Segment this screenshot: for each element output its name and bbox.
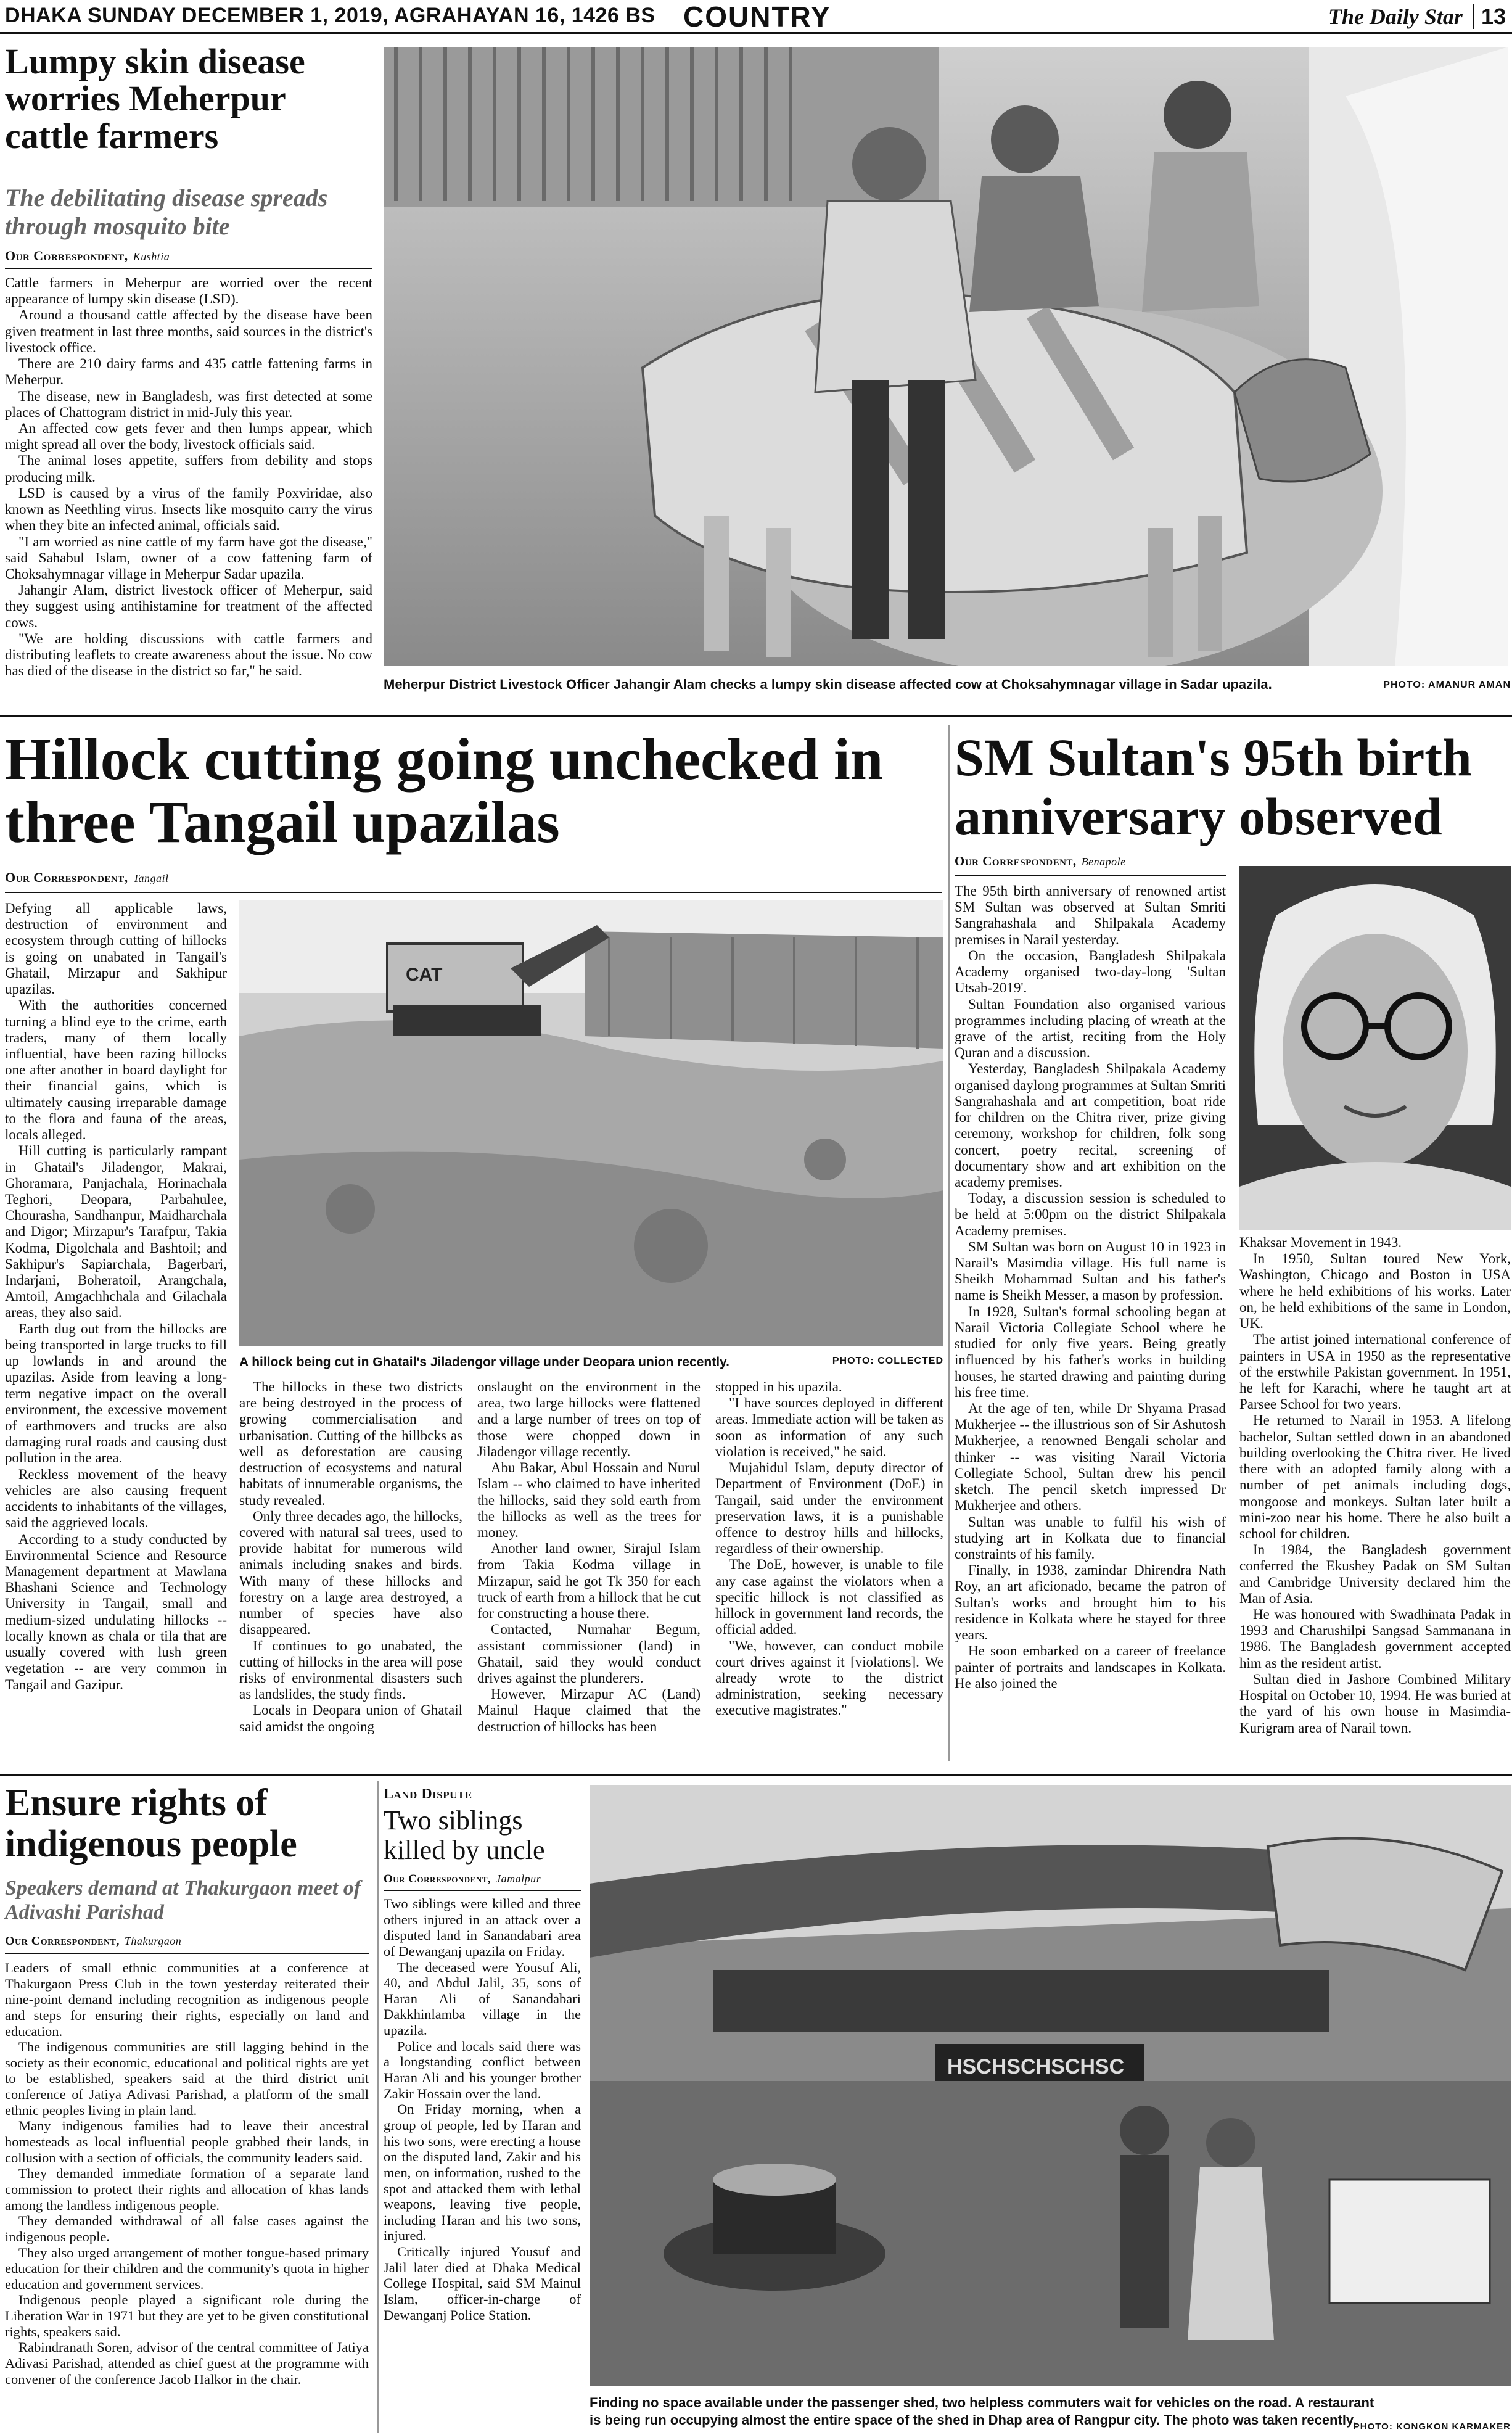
paragraph: Jahangir Alam, district livestock officer of Meherpur, said they suggest using antihistamine for treatment of the affected cows.: [5, 582, 372, 630]
paragraph: Police and locals said there was a longstanding conflict between Haran Ali and his younger brother Zakir Hossain over the land.: [384, 2038, 581, 2101]
paragraph: The DoE, however, is unable to file any case against the violators when a specific hillock is not classified as hillock in government land records, the official added.: [715, 1557, 943, 1638]
paragraph: Hill cutting is particularly rampant in Ghatail's Jiladengor, Makrai, Ghoramara, Panjachala, Horinachala Teghori, Deopara, Parbahulee, Chourasha, Sandhanpur, Maidharchala and Digor; Mirzapur's Tarafpur, Takia Kodma, Digolchala and Bashtoil; and Sakhipur's Sapiarchala, Bagerbari, Indarjani, Boheratoil, Arangchala, Amtoil, Amgachhchala and Gilachala areas, they also said.: [5, 1143, 227, 1321]
paragraph: Critically injured Yousuf and Jalil later died at Dhaka Medical College Hospital, said SM Mainul Islam, officer-in-charge of Dewanganj Police Station.: [384, 2244, 581, 2323]
story1-photo-credit: PHOTO: AMANUR AMAN: [1383, 680, 1511, 690]
paragraph: He soon embarked on a career of freelance painter of portraits and landscapes in Kolkata. He also joined the: [955, 1643, 1226, 1691]
paragraph: The indigenous communities are still lagging behind in the society as their economic, educational and political rights are yet to be established, speakers said at the third district unit conference of Jatiya Adivasi Parishad, a platform of the small ethnic peoples living in plain land.: [5, 2039, 369, 2118]
paragraph: The deceased were Yousuf Ali, 40, and Abdul Jalil, 35, sons of Haran Ali of Sanandabari Dakkhinlamba village in the upazila.: [384, 1959, 581, 2038]
divider: [5, 1953, 369, 1954]
paragraph: "We are holding discussions with cattle farmers and distributing leaflets to create awareness about the issue. No cow has died of the disease in the district so far," he said.: [5, 630, 372, 679]
story3-col2: [1239, 1235, 1511, 1736]
section-title: COUNTRY: [683, 1, 831, 33]
paragraph: The disease, new in Bangladesh, was first detected at some places of Chattogram district in mid-July this year.: [5, 388, 372, 420]
paragraph: Many indigenous families had to leave their ancestral homesteads as local influential people grabbed their lands, in collusion with a section of officials, the community leaders said.: [5, 2118, 369, 2165]
byline-location: Thakurgaon: [124, 1935, 182, 1947]
shop-sign: HSCHSCHSCHSC: [947, 2055, 1125, 2079]
byline-location: Kushtia: [133, 250, 170, 263]
story3-col1: [955, 883, 1226, 1692]
byline-location: Jamalpur: [496, 1873, 541, 1885]
story1-headline: Lumpy skin disease worries Meherpur cattle farmers: [5, 41, 305, 156]
paragraph: Sultan Foundation also organised various programmes including placing of wreath at the grave of the artist, reciting from the Holy Quran and a discussion.: [955, 996, 1226, 1061]
story4-subhead: Speakers demand at Thakurgaon meet of Adivashi Parishad: [5, 1877, 361, 1924]
paragraph: In 1950, Sultan toured New York, Washington, Chicago and Boston in USA where he held exhibitions of his works. Later on, he held exhibitions of the same in London, UK.: [1239, 1251, 1511, 1332]
paragraph: LSD is caused by a virus of the family Poxviridae, also known as Neethling virus. Insects like mosquito carry the virus when they bite an infected animal, officials said.: [5, 485, 372, 534]
paragraph: On the occasion, Bangladesh Shilpakala Academy organised two-day-long 'Sultan Utsab-2019'.: [955, 947, 1226, 996]
paragraph: In 1984, the Bangladesh government conferred the Ekushey Padak on SM Sultan and Cambridge University declared him the Man of Asia.: [1239, 1542, 1511, 1606]
paragraph: With the authorities concerned turning a blind eye to the crime, earth traders, many of them locally influential, have been razing hillocks one after another in board daylight for their financial gains, which is ultimately causing irreparable damage to the flora and fauna of the areas, locals alleged.: [5, 997, 227, 1143]
story2-headline: Hillock cutting going unchecked in three Tangail upazilas: [5, 726, 884, 855]
paragraph: stopped in his upazila.: [715, 1379, 842, 1395]
column-divider: [377, 1781, 379, 2433]
paragraph: Around a thousand cattle affected by the disease have been given treatment in last three months, said sources in the district's livestock office.: [5, 307, 372, 355]
paragraph: Sultan died in Jashore Combined Military Hospital on October 10, 1994. He was buried at the yard of his own house in Masimdia-Kurigram area of Narail town.: [1239, 1671, 1511, 1736]
paragraph: Indigenous people played a significant role during the Liberation War in 1971 but they are yet to be given constitutional rights, speakers said.: [5, 2292, 369, 2339]
paragraph: They also urged arrangement of mother tongue-based primary education for their children and the community's quota in higher education and government services.: [5, 2244, 369, 2292]
paragraph: According to a study conducted by Environmental Science and Resource Management department at Mawlana Bhashani Science and Technology University in Tangail, small and medium-sized undulating hillocks -- locally known as chala or tila that are usually covered with lush green vegetation -- are very common in Tangail and Gazipur.: [5, 1531, 227, 1692]
paragraph: Earth dug out from the hillocks are being transported in large trucks to fill up lowlands in and around the upazilas. Aside from leaving a long-term negative impact on the overall environment, the excessive movement of earthmovers and trucks are also damaging rural roads and causing dust pollution in the area.: [5, 1321, 227, 1466]
paragraph: However, Mirzapur AC (Land) Mainul Haque claimed that the destruction of hillocks has been: [477, 1686, 701, 1734]
page-header: [0, 0, 1512, 34]
paragraph: Abu Bakar, Abul Hossain and Nurul Islam -- who claimed to have inherited the hillocks, said they sold earth from the hillocks as well as the trees for money.: [477, 1460, 701, 1540]
paragraph: The 95th birth anniversary of renowned artist SM Sultan was observed at Sultan Smriti Sangrahashala and Shilpakala Academy premises in Narail yesterday.: [955, 883, 1226, 947]
paragraph: Leaders of small ethnic communities at a conference at Thakurgaon Press Club in the town yesterday reiterated their nine-point demand including recognition as indigenous people and steps for ensuring their rights, especially on land and education.: [5, 1960, 369, 2039]
sultan-portrait: [1239, 866, 1511, 1230]
byline-text: Our Correspondent,: [955, 854, 1077, 868]
paragraph: They demanded immediate formation of a separate land commission to protect their rights and allocation of khas lands among the landless indigenous people.: [5, 2165, 369, 2213]
story2-photo-credit: PHOTO: COLLECTED: [832, 1356, 943, 1366]
divider: [384, 1890, 581, 1891]
paragraph: Another land owner, Sirajul Islam from Takia Kodma village in Mirzapur, said he got Tk 350 for each truck of earth from a hillock that he cut for constructing a house there.: [477, 1541, 701, 1621]
story5-headline: Two siblings killed by uncle: [384, 1805, 545, 1865]
story1-byline: [5, 248, 375, 264]
divider: [5, 268, 372, 269]
paragraph: Yesterday, Bangladesh Shilpakala Academy organised daylong programmes at Sultan Smriti Sangrahashala and art competition, boat ride for children on the Chitra river, prize giving ceremony, workshop for children, folk song concert, poetry recital, screening of documentary show and art exhibition on the academy premises.: [955, 1061, 1226, 1190]
paper-logo: The Daily Star: [1328, 4, 1463, 29]
paragraph: Only three decades ago, the hillocks, covered with natural sal trees, used to provide habitat for numerous wild animals including snakes and birds. With many of these hillocks and forestry on a large area destroyed, a number of species have also disappeared.: [239, 1508, 462, 1638]
masthead-right: [1328, 4, 1506, 30]
story5-byline: [384, 1873, 581, 1886]
paragraph: They demanded withdrawal of all false cases against the indigenous people.: [5, 2213, 369, 2244]
divider: [955, 875, 1226, 876]
cow-photo: [384, 47, 1508, 666]
byline-text: Our Correspondent,: [384, 1873, 491, 1885]
divider: [5, 892, 942, 893]
story5-body: [384, 1896, 581, 2323]
paragraph: The animal loses appetite, suffers from debility and stops producing milk.: [5, 453, 372, 485]
story2-caption: A hillock being cut in Ghatail's Jiladengor village under Deopara union recently.: [239, 1355, 729, 1369]
story1-caption: Meherpur District Livestock Officer Jahangir Alam checks a lumpy skin disease affected cow at Choksahymnagar village in Sadar upazila.: [384, 677, 1272, 692]
paragraph: Reckless movement of the heavy vehicles are also causing frequent accidents to inhabitants of the villages, said the aggrieved locals.: [5, 1466, 227, 1531]
story5-kicker: Land Dispute: [384, 1786, 472, 1802]
byline-location: Tangail: [133, 872, 169, 884]
paragraph: He was honoured with Swadhinata Padak in 1993 and Charushilpi Sangsad Sammanana in 1986. The Bangladesh government accepted him as the resident artist.: [1239, 1607, 1511, 1671]
paragraph: Locals in Deopara union of Ghatail said amidst the ongoing: [239, 1702, 462, 1734]
paragraph: In 1928, Sultan's formal schooling began at Narail Victoria Collegiate School where he studied for only five years. Being greatly influenced by his father's works in building houses, he started drawing and painting during his free time.: [955, 1303, 1226, 1400]
story2-byline: [5, 870, 375, 886]
paragraph: "We, however, can conduct mobile court drives against it [violations]. We already wrote to the district administration, seeking necessary executive magistrates.": [715, 1638, 943, 1718]
hillock-photo: [239, 900, 943, 1346]
paragraph: Defying all applicable laws, destruction of environment and ecosystem through cutting of hillocks is going on unabated in Tangail's Ghatail, Mirzapur and Sakhipur upazilas.: [5, 900, 227, 997]
story3-headline: SM Sultan's 95th birth anniversary observed: [955, 728, 1472, 847]
section-divider: [0, 1774, 1512, 1776]
bottom-photo-caption: Finding no space available under the passenger shed, two helpless commuters wait for vehicles on the road. A restaurant is being run occupying almost the entire space of the shed in Dhap area of Rangpur city. The photo was taken recently.: [590, 2395, 1374, 2428]
paragraph: An affected cow gets fever and then lumps appear, which might spread all over the body, livestock officials said.: [5, 420, 372, 453]
story1-subhead: The debilitating disease spreads through mosquito bite: [5, 184, 328, 240]
paragraph: "I have sources deployed in different areas. Immediate action will be taken as soon as information of any such violation is received," he said.: [715, 1395, 943, 1459]
dateline: DHAKA SUNDAY DECEMBER 1, 2019, AGRAHAYAN 16, 1426 BS: [5, 4, 655, 27]
paragraph: Mujahidul Islam, deputy director of Department of Environment (DoE) in Tangail, said under the environment preservation laws, it is a punishable offence to destroy hills and hillocks, regardless of their ownership.: [715, 1460, 943, 1557]
paragraph: He returned to Narail in 1953. A lifelong bachelor, Sultan settled down in an abandoned building overlooking the Chitra river. He lived there with an adopted family along with a number of pet animals including dogs, mongoose and monkeys. Sultan later built a mini-zoo near his home. There he also built a school for children.: [1239, 1412, 1511, 1541]
byline-text: Our Correspondent,: [5, 248, 128, 263]
paragraph: Khaksar Movement in 1943.: [1239, 1235, 1402, 1250]
paragraph: SM Sultan was born on August 10 in 1923 in Narail's Masimdia village. His full name is Sheikh Mohammad Sultan and his father's name is Sheikh Messer, a mason by profession.: [955, 1238, 1226, 1303]
story2-col4: [715, 1379, 943, 1719]
paragraph: There are 210 dairy farms and 435 cattle fattening farms in Meherpur.: [5, 356, 372, 388]
bottom-photo-credit: PHOTO: KONGKON KARMAKER: [1353, 2421, 1511, 2432]
paragraph: The hillocks in these two districts are being destroyed in the process of growing commercialisation and urbanisation. Cutting of the hillbcks as well as deforestation are causing destruction of ecosystems and natural habitats of innumerable organisms, the study revealed.: [239, 1379, 462, 1508]
paragraph: "I am worried as nine cattle of my farm have got the disease," said Sahabul Islam, owner of a cow fattening farm of Choksahymnagar village in Meherpur Sadar upazila.: [5, 534, 372, 582]
paragraph: Finally, in 1938, zamindar Dhirendra Nath Roy, an art aficionado, became the patron of Sultan's works and brought him to his residence in Kolkata where he stayed for three years.: [955, 1562, 1226, 1643]
section-divider: [0, 715, 1512, 717]
paragraph: The artist joined international conference of painters in USA in 1950 as the representative of the erstwhile Pakistan government. In 1951, he left for Karachi, where he taught art at Parsee School for two years.: [1239, 1332, 1511, 1412]
paragraph: If continues to go unabated, the cutting of hillocks in the area will pose risks of environmental disasters such as landslides, the study finds.: [239, 1638, 462, 1702]
story1-body: [5, 275, 372, 679]
rangpur-shed-photo: [590, 1785, 1511, 2386]
paragraph: At the age of ten, while Dr Shyama Prasad Mukherjee -- the illustrious son of Sir Ashutosh Mukherjee, a renowned Bengali scholar and thinker -- was visiting Narail Victoria Collegiate School, Sultan drew his pencil sketch. The pencil sketch impressed Dr Mukherjee and others.: [955, 1401, 1226, 1514]
paragraph: Today, a discussion session is scheduled to be held at 5:00pm on the district Shilpakala Academy premises.: [955, 1190, 1226, 1238]
paragraph: Contacted, Nurnahar Begum, assistant commissioner (land) in Ghatail, said they would conduct drives against the plunderers.: [477, 1621, 701, 1686]
excavator-label: CAT: [406, 965, 443, 985]
story4-byline: [5, 1934, 375, 1948]
paragraph: Cattle farmers in Meherpur are worried over the recent appearance of lumpy skin disease (LSD).: [5, 275, 372, 307]
story2-col1: [5, 900, 227, 1693]
column-divider: [948, 725, 950, 1761]
byline-text: Our Correspondent,: [5, 870, 128, 885]
paragraph: Rabindranath Soren, advisor of the central committee of Jatiya Adivasi Parishad, attended as chief guest at the programme with convener of the conference Jacob Halkor in the chair.: [5, 2339, 369, 2387]
paragraph: onslaught on the environment in the area, two large hillocks were flattened and a large number of trees on top of those were chopped down in Jiladengor village recently.: [477, 1379, 701, 1459]
byline-text: Our Correspondent,: [5, 1934, 120, 1948]
paragraph: Sultan was unable to fulfil his wish of studying art in Kolkata due to financial constraints of his family.: [955, 1514, 1226, 1562]
byline-location: Benapole: [1081, 855, 1126, 868]
paragraph: On Friday morning, when a group of people, led by Haran and his two sons, were erecting a house on the disputed land, Zakir and his men, on information, rushed to the spot and attacked them with lethal weapons, leaving five people, including Haran and his two sons, injured.: [384, 2101, 581, 2244]
story2-col2: [239, 1379, 462, 1735]
story4-body: [5, 1960, 369, 2387]
page-number: 13: [1473, 4, 1506, 29]
paragraph: Two siblings were killed and three others injured in an attack over a disputed land in Sanandabari area of Dewanganj upazila on Friday.: [384, 1896, 581, 1959]
story4-headline: Ensure rights of indigenous people: [5, 1782, 297, 1865]
story2-col3: [477, 1379, 701, 1735]
